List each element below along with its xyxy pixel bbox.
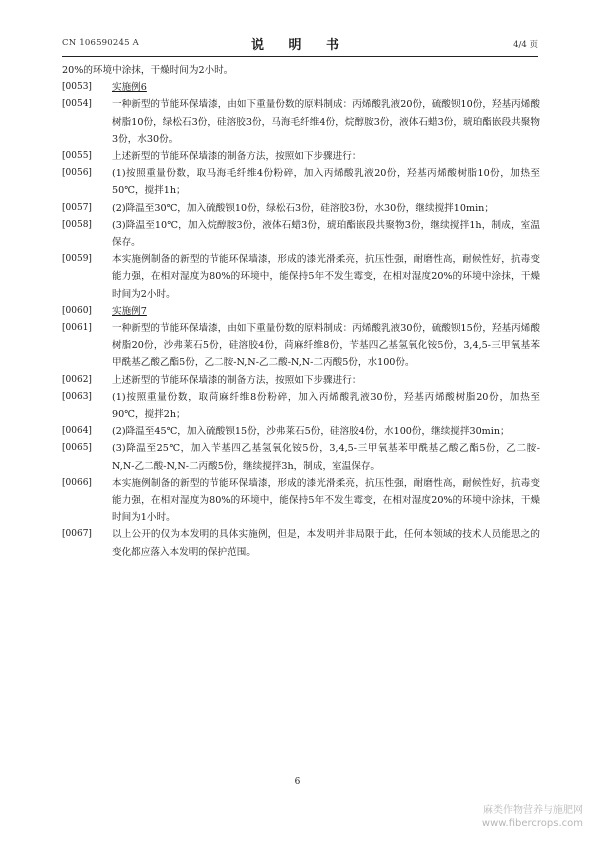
section-heading [62,79,540,96]
paragraph-text: (2)降温至45℃，加入硫酸钡15份，沙弗莱石5份，硅溶胶4份，水100份，继续搅拌30min； [112,426,510,438]
paragraph-number: [0057] [62,202,92,213]
paragraph [62,475,540,527]
paragraph [62,200,540,217]
paragraph [62,165,540,199]
paragraph [62,96,540,148]
paragraph-text: (3)降温至10℃，加入烷醇胺3份，液体石蜡3份，琥珀酯嵌段共聚物3份，继续搅拌1h，制成，室温保存。 [112,219,540,249]
paragraph-text: 上述新型的节能环保墙漆的制备方法，按照如下步骤进行： [112,374,362,386]
paragraph [62,320,540,372]
page-label: 4/4 页 [513,40,538,50]
patent-number: CN 106590245 A [62,38,139,48]
paragraph-number: [0063] [62,391,92,402]
paragraph-text: (3)降温至25℃，加入苄基四乙基氢氧化铵5份，3,4,5-三甲氧基苯甲酰基乙酸乙酯5份，乙二胺-N,N-乙二酸-N,N-二丙酸5份，继续搅拌3h，制成，室温保存。 [112,443,540,472]
document-title: 说 明 书 [250,38,350,53]
paragraph-number: [0055] [62,151,92,162]
paragraph-text: 本实施例制备的新型的节能环保墙漆，形成的漆光滑柔亮，抗压性强，耐磨性高，耐候性好，抗毒变能力强，在相对湿度为80%的环境中，能保持5年不发生霉变，在相对湿度20%的环境中涂抹，干燥时间为1小时。 [112,477,540,524]
paragraph [62,526,540,560]
paragraph-number: [0066] [62,477,92,488]
paragraph-number: [0067] [62,529,92,540]
paragraph-number: [0058] [62,219,92,230]
paragraph-number: [0064] [62,426,92,437]
paragraph-number: [0059] [62,254,92,265]
paragraph [62,440,540,474]
paragraph-number: [0061] [62,323,92,334]
paragraph [62,251,540,303]
paragraph-number: [0056] [62,168,92,179]
paragraph-number: [0054] [62,99,92,110]
header-divider [62,56,538,57]
paragraph [62,62,540,79]
paragraph [62,389,540,423]
paragraph [62,372,540,389]
paragraph [62,217,540,251]
paragraph [62,423,540,440]
paragraph-text: (1)按照重量份数，取苘麻纤维8份粉碎，加入丙烯酸乳液30份，羟基丙烯酸树脂20份，加热至90℃，搅拌2h； [112,391,540,421]
paragraph-text: (1)按照重量份数，取马海毛纤维4份粉碎，加入丙烯酸乳液20份，羟基丙烯酸树脂10份，加热至50℃，搅拌1h； [112,168,540,197]
paragraph-number: [0060] [62,305,92,316]
site-watermark [482,804,583,830]
document-body [62,62,540,561]
paragraph-text: 本实施例制备的新型的节能环保墙漆，形成的漆光滑柔亮，抗压性强，耐磨性高，耐候性好，抗毒变能力强，在相对湿度为80%的环境中，能保持5年不发生霉变，在相对湿度20%的环境中涂抹，干燥时间为2小时。 [112,254,540,300]
section-heading-text: 实施例6 [112,82,147,94]
paragraph-text: 20%的环境中涂抹，干燥时间为2小时。 [62,65,234,76]
paragraph-text: 一种新型的节能环保墙漆，由如下重量份数的原料制成：丙烯酸乳液30份，硫酸钡15份，羟基丙烯酸树脂20份，沙弗莱石5份，硅溶胶4份，苘麻纤维8份，苄基四乙基氢氧化铵5份，3,4,5-三甲氧基苯甲酰基乙酸乙酯5份，乙二胺-N,N-乙二酸-N,N-二丙酸5份，水100份。 [112,323,540,369]
paragraph-text: 以上公开的仅为本发明的具体实施例，但是，本发明并非局限于此，任何本领域的技术人员能思之的变化都应落入本发明的保护范围。 [112,529,540,558]
paragraph-text: 一种新型的节能环保墙漆，由如下重量份数的原料制成：丙烯酸乳液20份，硫酸钡10份，羟基丙烯酸树脂10份，绿松石3份，硅溶胶3份，马海毛纤维4份，烷醇胺3份，液体石蜡3份，琥珀酯嵌段共聚物3份，水30份。 [112,99,540,145]
page-header [62,34,538,52]
paragraph-number: [0053] [62,82,92,93]
paragraph-text: 上述新型的节能环保墙漆的制备方法，按照如下步骤进行： [112,151,362,163]
paragraph-text: (2)降温至30℃，加入硫酸钡10份，绿松石3份，硅溶胶3份，水30份，继续搅拌10min； [112,202,494,214]
paragraph-number: [0062] [62,374,92,385]
section-heading-text: 实施例7 [112,305,147,317]
watermark-site-name: 麻类作物营养与施肥网 [483,805,583,816]
paragraph [62,148,540,165]
section-heading [62,303,540,320]
page-number: 6 [294,777,301,787]
paragraph-number: [0065] [62,443,92,454]
watermark-url: www.fibercrops.com [481,818,583,829]
